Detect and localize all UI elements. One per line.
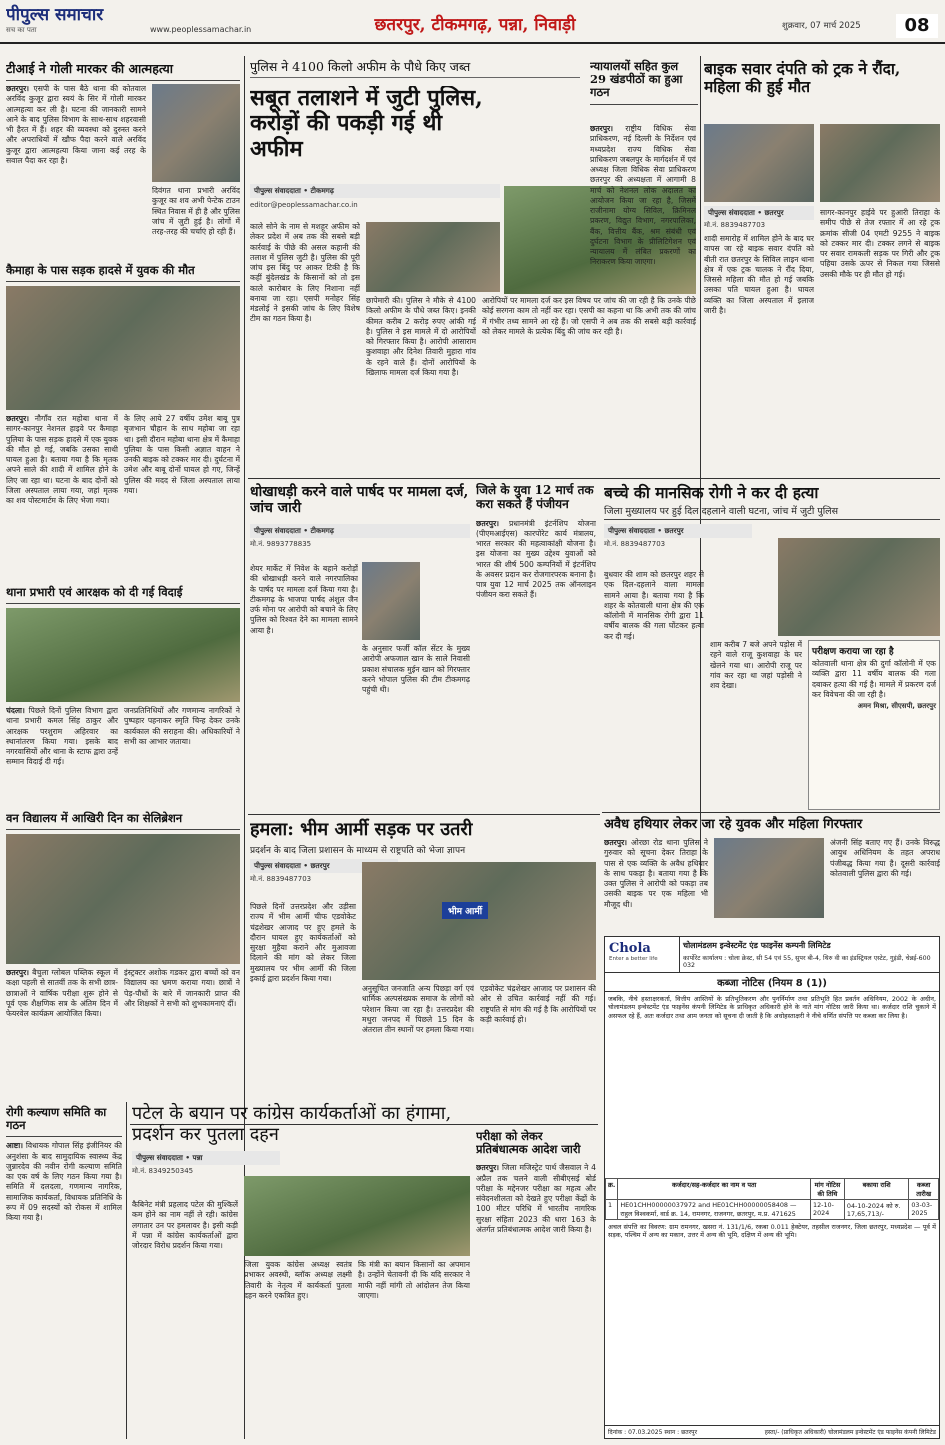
story-school-celebration — [6, 810, 240, 1102]
headline: परीक्षा को लेकर प्रतिबंधात्मक आदेश जारी — [476, 1129, 581, 1157]
csp-quote-box — [808, 640, 940, 810]
headline: धोखाधड़ी करने वाले पार्षद पर मामला दर्ज, जांच जारी — [250, 484, 469, 517]
mobile: मो.नं. 8839487703 — [704, 221, 766, 229]
notice-body: जबकि, नीचे हस्ताक्षरकर्ता, वित्तीय आस्तियों के प्रतिभूतिकरण और पुनर्निर्माण तथा प्रतिभूति हित प्रवर्तन अधिनियम, 2002 के अधीन, चोलामंडलम इन्वेस्टमेंट एंड फाइनेंस कंपनी लिमिटेड के प्राधिकृत अधिकारी होने के नाते मांग नोटिस जारी किया था। कर्जदार राशि चुकाने में असफल रहे हैं, अतः कर्जदार तथा आम जनता को सूचना दी जाती है कि अधोहस्ताक्षरी ने नीचे वर्णित संपत्ति पर कब्जा कर लिया है। — [608, 995, 936, 1020]
story-councillor-fraud — [250, 482, 470, 812]
masthead — [0, 0, 945, 44]
table-header-row — [606, 1179, 939, 1200]
lead-byline-box — [250, 184, 500, 218]
article-body: शेयर मार्केट में निवेश के बहाने करोड़ों की धोखाधड़ी करने वाले नगरपालिका के पार्षद पर मामला दर्ज किया गया है। टीकमगढ़ के भाजपा पार्षद अंशुल जैन उर्फ मोना पर आरोपी को बचाने के लिए पुलिस को रिश्वत देने का मामला सामने आया है। — [250, 564, 358, 635]
dateline: छतरपुर। — [604, 838, 628, 847]
subheadline: जिला मुख्यालय पर हुई दिल दहलाने वाली घटना, जांच में जुटी पुलिस — [604, 504, 940, 520]
councillor-photo — [362, 562, 420, 640]
body-text: पिछले दिनों पुलिस विभाग द्वारा थाना प्रभारी कमल सिंह ठाकुर और आरक्षक परशुराम अहिरवार का स्थानांतरण किया गया। इसके बाद नगरवासियों और थाना के स्टाफ द्वारा उन्हें सम्मान विदाई दी गई। — [6, 706, 118, 767]
byline-place: छतरपुर — [764, 208, 784, 217]
table-cell: 12-10-2024 — [811, 1200, 845, 1220]
table-header: क्र. — [606, 1179, 618, 1200]
byline-name: पीपुल्स संवाददाता — [708, 208, 755, 217]
article-body: पिछले दिनों उत्तरप्रदेश और उड़ीसा राज्य में भीम आर्मी चीफ एडवोकेट चंद्रशेखर आजाद पर हुए हमले के दौरान घायल हुए कार्यकर्ताओं को सुरक्षा मुहैया कराने और मुआवजा दिलाने की मांग को लेकर जिला मुख्यालय पर भीम आर्मी की जिला इकाई द्वारा प्रदर्शन किया गया। — [250, 902, 356, 983]
ad-logo — [605, 937, 680, 972]
ad-header — [605, 937, 939, 973]
company-address: कार्पोरेट कार्यालय : चोला क्रेस्ट, सी 54 एवं 55, सुपर बी-4, थिरु वी का इंडस्ट्रियल एस्टेट, गुइंडी, चेन्नई-600 032 — [683, 955, 931, 969]
quote-title: परीक्षण कराया जा रहा है — [812, 647, 894, 657]
byline-name: पीपुल्स संवाददाता — [608, 525, 655, 535]
headline: कैमाहा के पास सड़क हादसे में युवक की मौत — [6, 262, 240, 282]
byline-place: टीकमगढ़ — [310, 526, 334, 536]
article-body-cont: के अनुसार फर्जी कॉल सेंटर के मुख्य आरोपी अफजाल खान के साले निवासी प्रकाश संचालक मुईन खान को गिरफ्तार करने भोपाल पुलिस की टीम टीकमगढ़ पहुंची थी। — [362, 644, 470, 694]
body-text: बैचुला ग्लोबल पब्लिक स्कूल में कक्षा पहली से सातवीं तक के सभी छात्र-छात्राओं ने वार्षिक परीक्षा शुरू होने से पूर्व एक शैक्षणिक सत्र के अंतिम दिन में फेयरवेल कार्यक्रम आयोजित किया। — [6, 968, 118, 1018]
dateline: चंदला। — [6, 706, 25, 715]
byline-place: टीकमगढ़ — [310, 186, 334, 195]
article-body — [6, 1141, 122, 1223]
byline-name: पीपुल्स संवाददाता — [254, 526, 301, 536]
article-body-cont: जनप्रतिनिधियों और गणमान्य नागरिकों ने पुष्पहार पहनाकर स्मृति चिन्ह देकर उनके कार्यकाल की सराहना की। अधिकारियों ने सभी का आभार जताया। — [124, 706, 240, 746]
table-header: बकाया राशि — [844, 1179, 908, 1200]
mobile: मो.नं. 8839487703 — [604, 539, 666, 548]
article-body — [6, 414, 118, 582]
dateline: छतरपुर। — [6, 968, 30, 977]
victim-photo-1 — [704, 124, 814, 202]
article-body — [604, 838, 708, 932]
article-body — [476, 519, 596, 601]
story-exam-order — [476, 1128, 596, 1439]
dateline: आष्टा। — [6, 1141, 24, 1151]
subheadline: प्रदर्शन के बाद जिला प्रशासन के माध्यम से राष्ट्रपति को भेजा ज्ञापन — [250, 845, 466, 856]
body-text: नौगाँव रात महोबा थाना में सागर-कानपुर नेशनल हाइवे पर कैमाहा पुलिया के पास सड़क हादसे में एक युवक की मौत हो गई, जबकि उसका साथी घायल हुआ है। बताया गया है कि मृतक अपने साले की शादी में शामिल होने के लिए जा रहा था। घटना के बाद दोनों को जिला अस्पताल लाया गया, जहां मृतक का शव पोस्टमार्टम के लिए भेजा गया। — [6, 414, 118, 505]
article-body: कैबिनेट मंत्री प्रहलाद पटेल की मुश्किलें कम होने का नाम नहीं ले रही। कांग्रेस लगातार उन पर हमलावर है। इसी कड़ी में पन्ना में कांग्रेस कार्यकर्ताओं द्वारा जोरदार विरोध प्रदर्शन किया गया। — [132, 1200, 238, 1250]
dateline: छतरपुर। — [476, 518, 500, 528]
farewell-photo — [6, 608, 240, 702]
ad-company-block — [680, 937, 939, 972]
mobile: मो.नं. 8349250345 — [132, 1167, 194, 1176]
table-cell: 1 — [606, 1200, 618, 1220]
property-description: अचल संपत्ति का विवरण: ग्राम रामनगर, खसरा नं. 131/1/6, रकबा 0.011 हेक्टेयर, तहसील राजनगर, जिला छतरपुर, मध्यप्रदेश — पूर्व में सड़क, पश्चिम में अन्य का मकान, उत्तर में अन्य की भूमि, दक्षिण में अन्य की भूमि। — [608, 1223, 936, 1240]
school-photo — [6, 834, 240, 964]
body-text: एसपी के पास बैठे थाना की कोतवाल अरविंद कुजूर द्वारा स्वयं के सिर में गोली मारकर आत्महत्या कर ली है। घटना की जानकारी सामने आने के बाद पुलिस विभाग के साथ-साथ शहरवासी भी हैरत में हैं। शहर की व्यवस्था को दुरुस्त करने और अपराधियों में खौफ पैदा करने वाले अरविंद कुजूर द्वारा आत्महत्या किया जाना कई तरह के सवाल पैदा कर रहा है। — [6, 84, 146, 165]
crime-scene-photo — [778, 538, 940, 636]
article-body-cont: के लिए आये 27 वर्षीय उमेश बाबू पुत्र बृजभान चौहान के साथ महोबा जा रहा था। इसी दौरान महोबा थाना क्षेत्र में कैमाहा पुलिया के पास किसी अज्ञात वाहन ने उनकी बाइक को टक्कर मार दी। दुर्घटना में उमेश और बाबू दोनों घायल हो गए, जिन्हें पुलिस की मदद से जिला अस्पताल लाया गया। — [124, 414, 240, 495]
quote-body: कोतवाली थाना क्षेत्र की दुर्गा कॉलोनी में एक व्यक्ति द्वारा 11 वर्षीय बालक की गला दबाकर हत्या की गई है। मामले में प्रकरण दर्ज कर विवेचना की जा रही है। — [812, 659, 936, 699]
story-farewell — [6, 584, 240, 808]
byline-place: पन्ना — [192, 1153, 203, 1163]
kicker: पुलिस ने 4100 किलो अफीम के पौधे किए जब्त — [250, 58, 580, 78]
story-internship — [476, 482, 596, 812]
article-body — [6, 84, 146, 260]
headline: अवैध हथियार लेकर जा रहे युवक और महिला गिरफ्तार — [604, 817, 863, 832]
banner: भीम आर्मी — [442, 902, 488, 919]
article-body — [476, 1163, 596, 1235]
dateline: छतरपुर। — [6, 414, 30, 423]
site-url[interactable]: www.peoplessamachar.in — [150, 25, 252, 34]
headline: रोगी कल्याण समिति का गठन — [6, 1104, 122, 1137]
lok-adalat-body — [590, 124, 696, 474]
lead-body-1: काले सोने के नाम से मशहूर अफीम को लेकर प्रदेश में अब तक की सबसे बड़ी कार्रवाई के पीछे की असल कहानी की तलाश में पुलिस जुटी है। पुलिस की पूरी जांच इस बिंदु पर आकर टिकी है कि कहीं बुंदेलखंड के किसानों को तो इस काले कारोबार के लिए निशाना नहीं बनाया जा रहा। एसपी मनोहर सिंह मंडलोई ने इसकी जांच के लिए विशेष टीम का गठन किया है। — [250, 222, 360, 324]
byline-place: छतरपुर — [664, 525, 684, 535]
headline: जिले के युवा 12 मार्च तक करा सकते हैं पंजीयन — [476, 483, 594, 511]
headline: टीआई ने गोली मारकर की आत्महत्या — [6, 60, 240, 81]
article-body-cont: अनुसूचित जनजाति अन्य पिछड़ा वर्ग एवं धार्मिक अल्पसंख्यक समाज के लोगों को परेशान किया जा रहा है। उत्तरप्रदेश की मथुरा जनपद में पिछले 15 दिन के अंतराल तीन स्थानों पर हमला किया गया। — [362, 984, 474, 1034]
headline: थाना प्रभारी एवं आरक्षक को दी गई विदाई — [6, 584, 240, 604]
company-name: चोलामंडलम इन्वेस्टमेंट एंड फाइनेंस कम्पनी लिमिटेड — [683, 941, 831, 950]
story-patient-welfare — [6, 1104, 122, 1439]
article-body-cont: शाम करीब 7 बजे अपने पड़ोस में रहने वाले राजू कुशवाहा के घर खेलने गया था। आरोपी राजू पर गांव कर रहा था जहां पड़ोसी ने शव देखा। — [710, 640, 802, 690]
article-body — [6, 706, 118, 808]
accident-photo — [6, 286, 240, 410]
table-row — [606, 1200, 939, 1220]
table-header: मांग नोटिस की तिथि — [811, 1179, 845, 1200]
logo-tagline: सच का पता — [6, 26, 37, 34]
article-body-cont: सागर-कानपुर हाईवे पर हुआरी तिराहा के समीप पीछे से तेज रफ्तार में आ रहे ट्रक क्रमांक सीजी 04 एमटी 9255 ने बाइक को टक्कर मार दी। टक्कर लगने से बाइक पर सवार रामकली सड़क पर गिरी और ट्रक पहिया उसके ऊपर से निकल गया जिससे उसकी मौके पर ही मौत हो गई। — [820, 208, 940, 279]
byline-name: पीपुल्स संवाददाता — [254, 860, 301, 870]
body-text: जिला मजिस्ट्रेट पार्थ जैसवाल ने 4 अप्रैल तक चलने वाली सीबीएसई बोर्ड परीक्षा के मद्देनजर परीक्षा का महत्व और संवेदनशीलता को देखते हुए परीक्षा केंद्रों के 100 मीटर परिधि में भारतीय नागरिक सुरक्षा संहिता 2023 की धारा 163 के अंतर्गत प्रतिबंधात्मक आदेश जारी किया है। — [476, 1163, 596, 1234]
article-body-cont2: कि मंत्री का बयान किसानों का अपमान है। उन्होंने चेतावनी दी कि यदि सरकार ने माफी नहीं मांगी तो आंदोलन तेज किया जाएगा। — [358, 1260, 470, 1300]
story-road-accident — [6, 262, 240, 582]
article-body: बुधवार की शाम को छतरपुर शहर से एक दिल-दहलाने वाला मामला सामने आया है। बताया गया है कि शहर के कोतवाली थाना क्षेत्र की एक कॉलोनी में मानसिक रोगी द्वारा 11 वर्षीय बालक की गला घोंटकर हत्या कर दी गई। — [604, 570, 704, 641]
article-body — [6, 968, 118, 1102]
table-header: कर्जदार/सह-कर्जदार का नाम व पता — [618, 1179, 811, 1200]
story-arms-arrest — [604, 816, 940, 932]
headline: बाइक सवार दंपति को ट्रक ने रौंदा, महिला की हुई मौत — [704, 59, 901, 96]
footer-date-place: दिनांक : 07.03.2025 स्थान : छतरपुर — [608, 1429, 698, 1436]
article-body-cont: इंस्ट्रक्टर अशोक गडकर द्वारा बच्चों को वन विद्यालय का भ्रमण कराया गया। छात्रों ने पेड़-पौधों के बारे में जानकारी प्राप्त की और शिक्षकों ने सभी को शुभकामनाएं दीं। — [124, 968, 240, 1008]
column-rule — [126, 1102, 127, 1439]
dateline: छतरपुर। — [590, 124, 614, 133]
brand-name: Chola — [609, 941, 651, 956]
body-text: विधायक गोपाल सिंह इंजीनियर की अनुशंसा के बाद सामुदायिक स्वास्थ्य केंद्र जुन्नारदेव की नवीन रोगी कल्याण समिति का एक वर्ष के लिए गठन किया गया है। समिति में दलदला, गणमान्य नागरिक, सामाजिक कार्यकर्ता, विधायक प्रतिनिधि के रूप में 09 सदस्यों को रोकस में शामिल किया गया है। — [6, 1141, 122, 1223]
headline: वन विद्यालय में आखिरी दिन का सेलिब्रेशन — [6, 810, 240, 830]
officer-photo — [152, 84, 240, 182]
headline: पटेल के बयान पर कांग्रेस कार्यकर्ताओं का हंगामा, प्रदर्शन कर पुतला दहन — [132, 1103, 452, 1145]
byline-name: पीपुल्स संवाददाता — [136, 1153, 183, 1163]
story-bike-accident — [704, 58, 940, 466]
article-body: शादी समारोह में शामिल होने के बाद घर वापस जा रहे बाइक सवार दंपति को बीती रात छतरपुर के सिविल लाइन थाना क्षेत्र में एक ट्रक चालक ने रौंद दिया, जिससे महिला की मौत हो गई जबकि उसका पति घायल हुआ है। घायल व्यक्ति का जिला अस्पताल में इलाज जारी है। — [704, 234, 814, 315]
footer-signatory: हस्ता/- (प्राधिकृत अधिकारी) चोलामंडलम इन्वेस्टमेंट एंड फाइनेंस कंपनी लिमिटेड — [764, 1429, 936, 1436]
chola-possession-notice-ad — [604, 936, 940, 1439]
headline: हमला: भीम आर्मी सड़क पर उतरी — [250, 819, 473, 840]
article-body-cont: अंजनी सिंह बताए गए हैं। उनके विरुद्ध आयुध अधिनियम के तहत अपराध पंजीबद्ध किया गया है। दूसरी कार्रवाई कोतवाली पुलिस द्वारा की गई। — [830, 838, 940, 878]
mobile: मो.नं. 8839487703 — [250, 874, 312, 883]
lead-headline: सबूत तलाशने में जुटी पुलिस, करोड़ों की पकड़ी गई थी अफीम — [250, 86, 483, 162]
byline: पीपुल्स संवाददाता • टीकमगढ़ — [250, 524, 470, 538]
congress-photo — [244, 1176, 470, 1256]
story-congress-protest — [132, 1100, 470, 1439]
section-rule — [248, 478, 940, 479]
article-body-cont: जिला युवक कांग्रेस अध्यक्ष स्वतंत्र प्रभाकर अवस्थी, ब्लॉक अध्यक्ष लक्ष्मी तिवारी के नेतृत्व में कार्यकर्ता पुतला दहन करने एकत्रित हुए। — [244, 1260, 352, 1300]
article-body-cont: दिवंगत थाना प्रभारी अरविंद कुजूर का शव अभी पेन्टेक टाउन स्थित निवास में ही है और पुलिस जांच में जुटी हुई है। लोगों में तरह-तरह की चर्चाएं हो रही हैं। — [152, 186, 240, 236]
byline: पीपुल्स संवाददाता • पन्ना — [132, 1151, 280, 1165]
story-child-murder — [604, 482, 940, 810]
lead-body-2: छापेमारी की। पुलिस ने मौके से 4100 किलो अफीम के पौधे जब्त किए। इनकी कीमत करीब 2 करोड़ रुपए आंकी गई है। पुलिस ने इस मामले में दो आरोपियों को गिरफ्तार किया है। आरोपी आसाराम कुशवाहा और दिनेश तिवारी मुहारा गांव के रहने वाले हैं। दोनों आरोपियों के खिलाफ मामला दर्ज किया गया है। — [366, 296, 476, 377]
table-cell: 03-03-2025 — [909, 1200, 939, 1220]
headline: न्यायालयों सहित कुल 29 खंडपीठों का हुआ गठन — [590, 58, 698, 105]
table-cell: 04-10-2024 को रु. 17,65,713/- — [844, 1200, 908, 1220]
region-title: छतरपुर, टीकमगढ़, पन्ना, निवाड़ी — [374, 15, 576, 35]
brand-tagline: Enter a better life — [609, 956, 658, 962]
notice-title: कब्जा नोटिस (नियम 8 (1)) — [605, 973, 939, 992]
arrest-photo — [714, 838, 824, 918]
article-body-cont2: एडवोकेट चंद्रशेखर आजाद पर प्रशासन की ओर से उचित कार्रवाई नहीं की गई। राष्ट्रपति से मांग की गई है कि आरोपियों पर कड़ी कार्रवाई हो। — [480, 984, 596, 1024]
byline: पीपुल्स संवाददाता • छतरपुर — [704, 206, 814, 220]
seized-crop-photo — [366, 222, 500, 292]
dateline: छतरपुर। — [6, 84, 30, 93]
table-header: कब्जा तारीख — [909, 1179, 939, 1200]
notice-table — [605, 1178, 939, 1220]
issue-date: शुक्रवार, 07 मार्च 2025 — [782, 21, 861, 31]
body-text: प्रधानमंत्री इंटर्नशिप योजना (पीएमआईएस) कारपोरेट कार्य मंत्रालय, भारत सरकार की महत्वाकांक्षी योजना है। इस योजना का मुख्य उद्देश्य युवाओं को भारत की शीर्ष 500 कम्पनियों में इंटर्नशिप के अवसर प्रदान कर रोजगारपरक बनाना है। पात्र युवा 12 मार्च 2025 तक ऑनलाइन पंजीयन करा सकते हैं। — [476, 518, 596, 600]
byline: पीपुल्स संवाददाता • टीकमगढ़ — [250, 184, 500, 198]
dateline: छतरपुर। — [476, 1163, 500, 1173]
byline-place: छतरपुर — [310, 860, 330, 870]
logo-name: पीपुल्स समाचार — [6, 5, 104, 25]
story-ti-suicide — [6, 60, 240, 260]
byline: पीपुल्स संवाददाता • छतरपुर — [250, 859, 398, 873]
quote-sign: अमन मिश्रा, सीएसपी, छतरपुर — [857, 702, 936, 710]
email[interactable]: editor@peoplessamachar.co.in — [250, 201, 358, 209]
section-rule — [602, 812, 940, 813]
logo[interactable] — [6, 2, 146, 42]
byline: पीपुल्स संवाददाता • छतरपुर — [604, 524, 752, 538]
section-rule — [248, 814, 600, 815]
page-number: 08 — [896, 14, 938, 38]
story-bhim-army — [250, 818, 596, 1120]
body-text: ओरछा रोड थाना पुलिस ने गुरुवार को सूचना देकर तिराहा के पास से एक व्यक्ति के अवैध हथियार के साथ पकड़ा है। बताया गया है कि उक्त पुलिस ने आरोपी को पकड़ा तब उसकी बाइक पर एक महिला भी मौजूद थी। — [604, 838, 708, 909]
mobile: मो.नं. 9893778835 — [250, 540, 312, 549]
byline-name: पीपुल्स संवाददाता — [254, 186, 301, 195]
body-text: राष्ट्रीय विधिक सेवा प्राधिकरण, नई दिल्ली के निर्देशन एवं मध्यप्रदेश राज्य विधिक सेवा प्राधिकरण जबलपुर के मार्गदर्शन में एवं अध्यक्ष जिला विधिक सेवा प्राधिकरण छतरपुर की अध्यक्षता में आगामी 8 मार्च को नेशनल लोक अदालत का आयोजन किया जा रहा है, जिसमें राजीनामा योग्य सिविल, क्रिमिनल प्रकरण, विद्युत विभाग, नगरपालिका, बैंक, वित्तीय बैंक, श्रम संबंधी एवं दुर्घटना विभाग के प्रीलिटिगेशन एवं न्यायालय में लंबित प्रकरणों का निराकरण किया जाएगा। — [590, 124, 696, 267]
victim-photo-2 — [820, 124, 940, 202]
headline: बच्चे की मानसिक रोगी ने कर दी हत्या — [604, 483, 819, 502]
lead-body-3: आरोपियों पर मामला दर्ज कर इस विषय पर जांच की जा रही है कि उनके पीछे कोई सरगना काम तो नहीं कर रहा। एसपी का कहना था कि अभी तक की जांच में गंभीर तथ्य सामने आ रहे हैं। जो एसपी ने अब तक की सबसे बड़ी कार्रवाई को लेकर मामले के प्रत्येक बिंदु की जांच कर रही है। — [482, 296, 696, 336]
ad-footer — [605, 1425, 939, 1438]
table-cell: HE01CHH00000037972 and HE01CHH00000058408 — राहुल विश्वकर्मा, वार्ड क्र. 14, रामनगर, राजनगर, छतरपुर, म.प्र. 471625 — [618, 1200, 811, 1220]
protest-photo — [362, 862, 596, 980]
